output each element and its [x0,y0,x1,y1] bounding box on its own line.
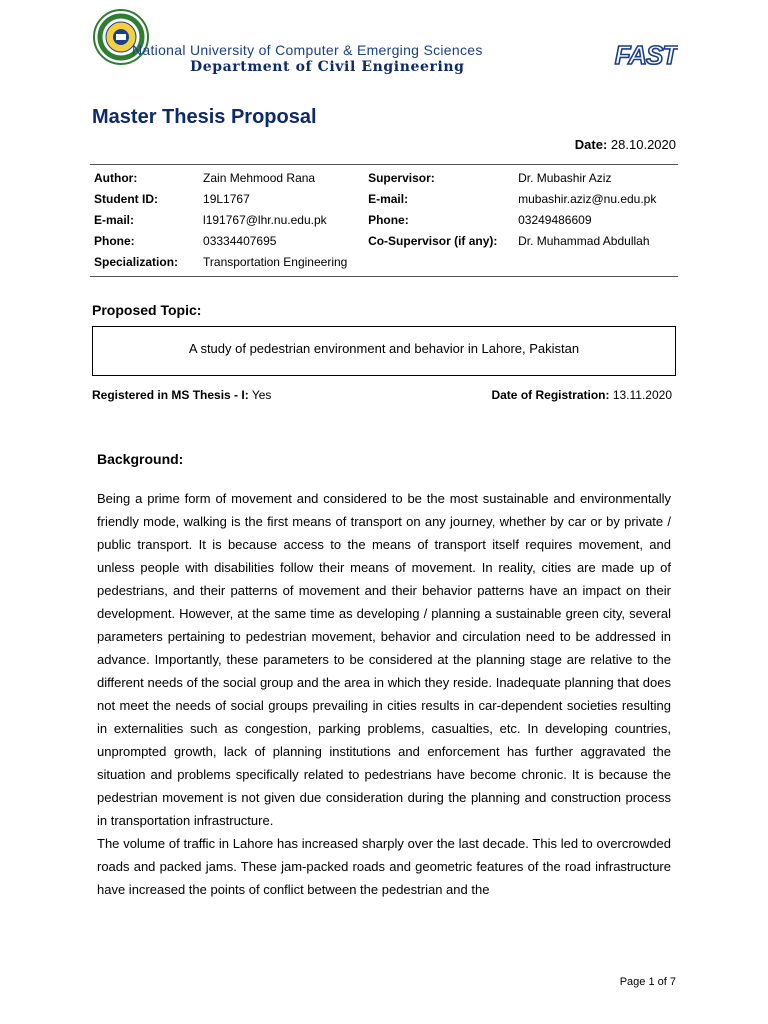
date-label: Date: [574,137,608,152]
student-id-label: Student ID: [94,192,158,206]
author-email-label: E-mail: [94,213,135,227]
university-name: National University of Computer & Emerging Sciences [132,42,483,58]
date-value: 28.10.2020 [610,137,676,152]
student-id-value: 19L1767 [203,192,250,206]
co-supervisor-value: Dr. Muhammad Abdullah [518,234,650,248]
table-row [90,252,678,277]
registration-date-value: 13.11.2020 [612,388,672,402]
page-header [0,0,768,90]
fast-logo [614,40,678,70]
author-value: Zain Mehmood Rana [203,171,316,185]
empty-cell [364,252,514,277]
co-supervisor-label: Co-Supervisor (if any): [368,234,498,248]
author-phone-value: 03334407695 [203,234,277,248]
supervisor-phone-label: Phone: [368,213,409,227]
background-paragraph: The volume of traffic in Lahore has increased sharply over the last decade. This led to overcrowded roads and packed jams. These jam-packed roads and geometric features of the road infrastructure have increased the points of conflict between the pedestrian and the [97,836,671,897]
registration-date [491,388,672,402]
table-row [90,210,678,231]
table-row [90,189,678,210]
empty-cell [514,252,678,277]
author-label: Author: [94,171,138,185]
page-number: Page 1 of 7 [619,976,676,988]
registration-date-label: Date of Registration: [491,388,610,402]
author-email-value: l191767@lhr.nu.edu.pk [203,213,327,227]
ms-thesis-label: Registered in MS Thesis - I: [92,388,249,402]
department-name: Department of Civil Engineering [190,59,465,75]
proposed-topic-label: Proposed Topic: [92,302,202,318]
specialization-label: Specialization: [94,255,179,269]
author-phone-label: Phone: [94,234,135,248]
background-paragraph: Being a prime form of movement and considered to be the most sustainable and environmentally friendly mode, walking is the first means of transport on any journey, whether by car or by private / public transport. It is because access to the means of transport itself requires movement, and unless people with disabilities follow their means of movement. In reality, cities are made up of pedestrians, and their patterns of movement and their behavior patterns have an impact on their development. However, at the same time as developing / planning a sustainable green city, several parameters pertaining to pedestrian movement, behavior and circulation need to be addressed in advance. Importantly, these parameters to be considered at the planning stage are relative to the different needs of the social group and the area in which they reside. Inadequate planning that does not meet the needs of social groups prevailing in cities results in car-dependent societies resulting in externalities such as congestion, parking problems, casualties, etc. In developing countries, unprompted growth, lack of planning institutions and enforcement has further aggravated the situation and problems specifically related to pedestrians have become chronic. It is because the pedestrian movement is not given due consideration during the planning and construction process in transportation infrastructure. [97,491,671,828]
supervisor-email-value: mubashir.aziz@nu.edu.pk [518,192,657,206]
supervisor-phone-value: 03249486609 [518,213,592,227]
proposed-topic-box [92,326,676,376]
ms-thesis-value: Yes [251,388,272,402]
ms-thesis-registration [92,388,271,402]
proposed-topic-text: A study of pedestrian environment and behavior in Lahore, Pakistan [188,341,580,356]
background-heading: Background: [97,451,184,467]
table-row [90,231,678,252]
fast-logo-text: FAST [614,40,678,70]
proposal-date [575,137,676,152]
table-row [90,165,678,190]
page-title: Master Thesis Proposal [92,106,317,128]
supervisor-email-label: E-mail: [368,192,409,206]
author-info-table [90,164,678,277]
supervisor-value: Dr. Mubashir Aziz [518,171,612,185]
background-body [97,487,671,901]
specialization-value: Transportation Engineering [203,255,348,269]
supervisor-label: Supervisor: [368,171,435,185]
